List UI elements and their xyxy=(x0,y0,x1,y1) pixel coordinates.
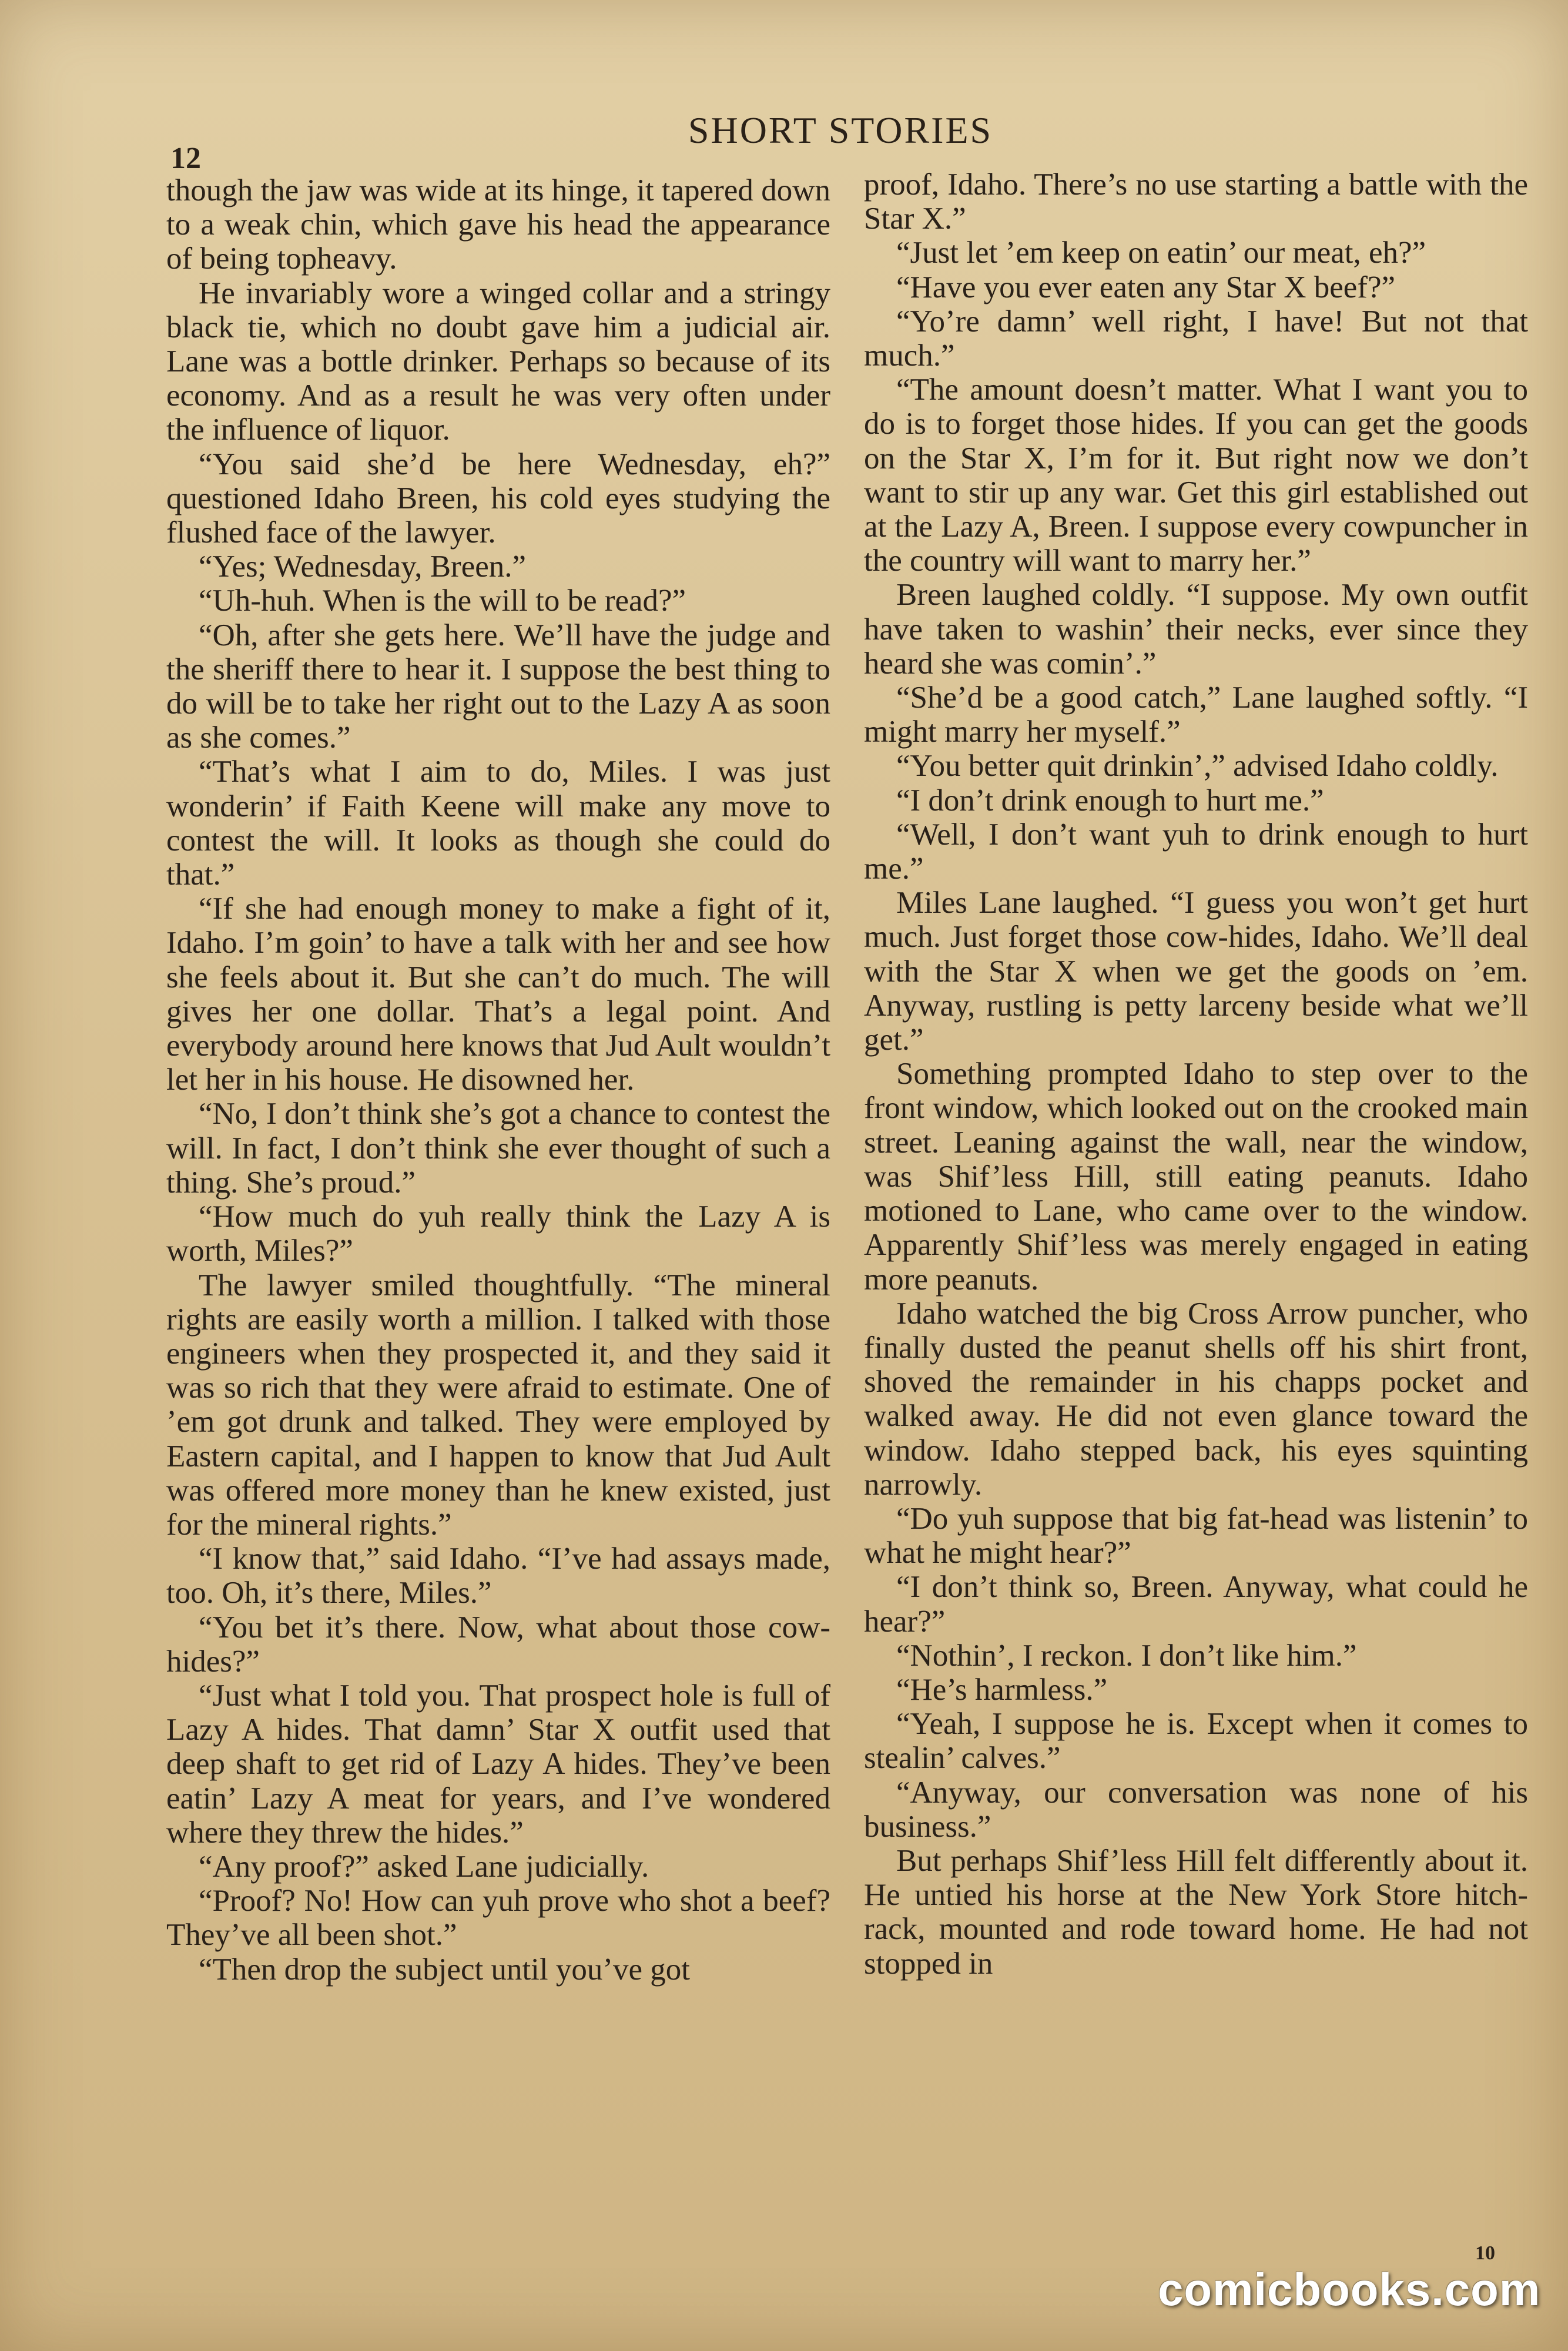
paragraph: Something prompted Idaho to step over to the front window, which looked out on the crooked main street. Leaning against the wall, near the window, was Shif’less Hill, still eating peanuts. Idaho motioned to Lane, who came over to the window. Apparently Shif’less was merely engaged in eating more peanuts. xyxy=(864,1057,1528,1297)
signature-mark: 10 xyxy=(1475,2242,1495,2264)
paragraph: “Have you ever eaten any Star X beef?” xyxy=(896,270,1396,304)
paragraph: “Just let ’em keep on eatin’ our meat, eh?” xyxy=(896,236,1426,270)
paragraph: He invariably wore a winged collar and a stringy black tie, which no doubt gave him a judicial air. Lane was a bottle drinker. Perhaps so because of its economy. And as a result he was very often under the influence of liquor. xyxy=(166,276,830,447)
paragraph: “You said she’d be here Wednesday, eh?” questioned Idaho Breen, his cold eyes studying the flushed face of the lawyer. xyxy=(166,447,830,550)
paragraph: Breen laughed coldly. “I suppose. My own outfit have taken to washin’ their necks, ever since they heard she was comin’.” xyxy=(864,578,1528,681)
paragraph: “Yo’re damn’ well right, I have! But not that much.” xyxy=(864,304,1528,373)
watermark-logo: comicbooks.com xyxy=(1158,2263,1541,2315)
paragraph: “No, I don’t think she’s got a chance to contest the will. In fact, I don’t think she ever thought of such a thing. She’s proud.” xyxy=(166,1097,830,1200)
paragraph: “Yeah, I suppose he is. Except when it comes to stealin’ calves.” xyxy=(864,1707,1528,1776)
paragraph: “Nothin’, I reckon. I don’t like him.” xyxy=(896,1638,1357,1673)
paragraph: “Any proof?” asked Lane judicially. xyxy=(199,1849,649,1884)
paragraph: “I don’t think so, Breen. Anyway, what could he hear?” xyxy=(864,1570,1528,1639)
paragraph: “You better quit drinkin’,” advised Idaho coldly. xyxy=(896,749,1499,783)
paragraph: But perhaps Shif’less Hill felt differently about it. He untied his horse at the New York Store hitch-rack, mounted and rode toward home. He had not stopped in xyxy=(864,1843,1528,1981)
paragraph: Miles Lane laughed. “I guess you won’t get hurt much. Just forget those cow-hides, Idaho. We’ll deal with the Star X when we get the goods on ’em. Anyway, rustling is petty larceny beside what we’ll get.” xyxy=(864,886,1528,1057)
paragraph: “Oh, after she gets here. We’ll have the judge and the sheriff there to hear it. I suppose the best thing to do will be to take her right out to the Lazy A as soon as she comes.” xyxy=(166,618,830,755)
left-text-column xyxy=(166,173,830,1987)
paragraph: “Anyway, our conversation was none of his business.” xyxy=(864,1775,1528,1844)
paragraph: “Then drop the subject until you’ve got xyxy=(199,1952,691,1987)
paragraph: “If she had enough money to make a fight of it, Idaho. I’m goin’ to have a talk with her and see how she feels about it. But she can’t do much. The will gives her one dollar. That’s a legal point. And everybody around here knows that Jud Ault wouldn’t let her in his house. He disowned her. xyxy=(166,892,830,1097)
paragraph: “The amount doesn’t matter. What I want you to do is to forget those hides. If you can get the goods on the Star X, I’m for it. But right now we don’t want to stir up any war. Get this girl established out at the Lazy A, Breen. I suppose every cowpuncher in the country will want to marry her.” xyxy=(864,373,1528,578)
paragraph: though the jaw was wide at its hinge, it tapered down to a weak chin, which gave his head the appearance of being topheavy. xyxy=(166,173,830,276)
paragraph: “You bet it’s there. Now, what about those cow-hides?” xyxy=(166,1610,830,1679)
paragraph: proof, Idaho. There’s no use starting a battle with the Star X.” xyxy=(864,168,1528,236)
paragraph: “Uh-huh. When is the will to be read?” xyxy=(199,584,686,618)
paragraph: Idaho watched the big Cross Arrow puncher, who finally dusted the peanut shells off his shirt front, shoved the remainder in his chapps pocket and walked away. He did not even glance toward the window. Idaho stepped back, his eyes squinting narrowly. xyxy=(864,1296,1528,1502)
paragraph: “She’d be a good catch,” Lane laughed softly. “I might marry her myself.” xyxy=(864,681,1528,749)
paragraph: “Well, I don’t want yuh to drink enough to hurt me.” xyxy=(864,817,1528,886)
paragraph: “How much do yuh really think the Lazy A is worth, Miles?” xyxy=(166,1200,830,1268)
right-text-column xyxy=(864,168,1528,1981)
paragraph: “Proof? No! How can yuh prove who shot a beef? They’ve all been shot.” xyxy=(166,1884,830,1953)
paragraph: “Just what I told you. That prospect hole is full of Lazy A hides. That damn’ Star X outfit used that deep shaft to get rid of Lazy A hides. They’ve been eatin’ Lazy A meat for years, and I’ve wondered where they threw the hides.” xyxy=(166,1678,830,1850)
page-number: 12 xyxy=(170,142,201,175)
running-header-title: SHORT STORIES xyxy=(688,109,993,151)
paragraph: “I don’t drink enough to hurt me.” xyxy=(896,783,1324,818)
paragraph: “He’s harmless.” xyxy=(896,1672,1108,1707)
paragraph: “Yes; Wednesday, Breen.” xyxy=(199,550,527,584)
paragraph: The lawyer smiled thoughtfully. “The mineral rights are easily worth a million. I talked with those engineers when they prospected it, and they said it was so rich that they were afraid to estimate. One of ’em got drunk and talked. They were employed by Eastern capital, and I happen to know that Jud Ault was offered more money than he knew existed, just for the mineral rights.” xyxy=(166,1268,830,1542)
paragraph: “I know that,” said Idaho. “I’ve had assays made, too. Oh, it’s there, Miles.” xyxy=(166,1542,830,1610)
paragraph: “Do yuh suppose that big fat-head was listenin’ to what he might hear?” xyxy=(864,1501,1528,1570)
paragraph: “That’s what I aim to do, Miles. I was just wonderin’ if Faith Keene will make any move to contest the will. It looks as though she could do that.” xyxy=(166,755,830,892)
